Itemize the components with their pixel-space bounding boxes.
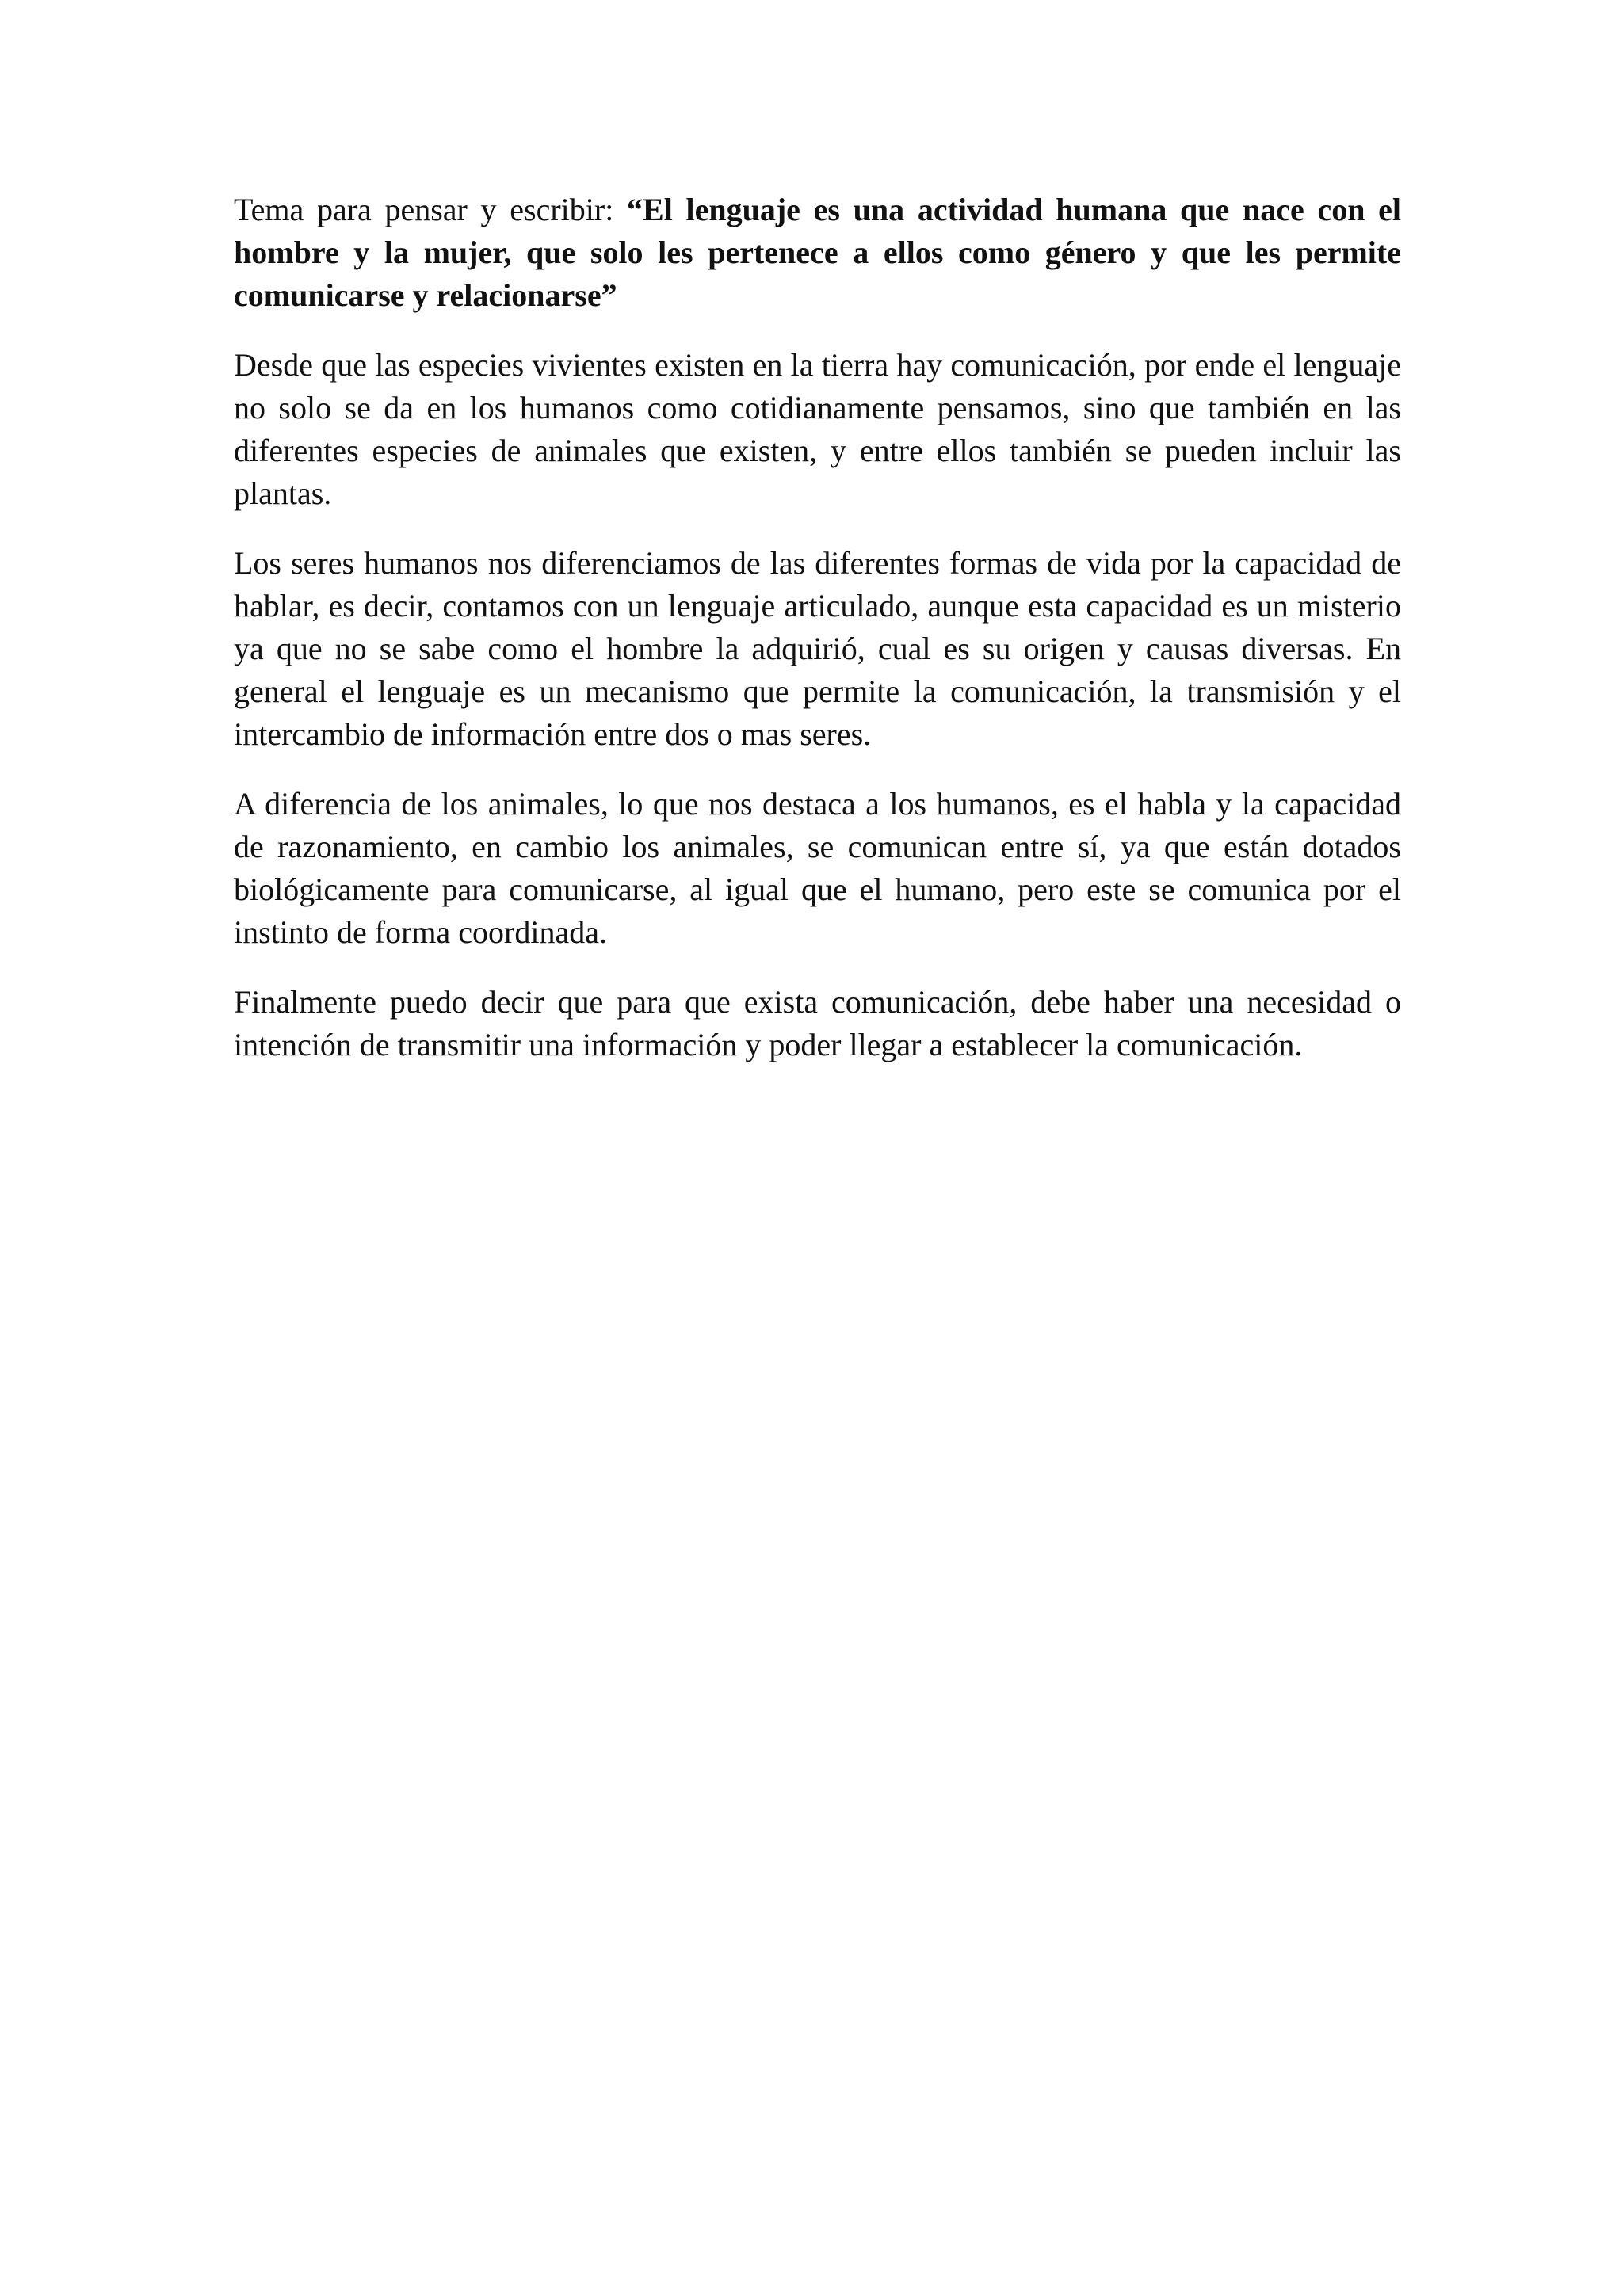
topic-label: Tema para pensar y escribir:	[234, 192, 614, 227]
body-paragraph-1: Desde que las especies vivientes existen en la tierra hay comunicación, por ende el lenguaje no solo se da en los humanos como cotidianamente pensamos, sino que también en las diferentes especies de animales que existen, y entre ellos también se pueden incluir las plantas.	[234, 347, 1401, 511]
body-paragraph-2: Los seres humanos nos diferenciamos de las diferentes formas de vida por la capacidad de hablar, es decir, contamos con un lenguaje articulado, aunque esta capacidad es un misterio ya que no se sabe como el hombre la adquirió, cual es su origen y causas diversas. En general el lenguaje es un mecanismo que permite la comunicación, la transmisión y el intercambio de información entre dos o mas seres.	[234, 545, 1401, 752]
document-body	[234, 189, 1401, 1093]
body-paragraph-3: A diferencia de los animales, lo que nos destaca a los humanos, es el habla y la capacidad de razonamiento, en cambio los animales, se comunican entre sí, ya que están dotados biológicamente para comunicarse, al igual que el humano, pero este se comunica por el instinto de forma coordinada.	[234, 786, 1401, 950]
topic-quote: “El lenguaje es una actividad humana que nace con el hombre y la mujer, que solo les pertenece a ellos como género y que les permite comunicarse y relacionarse”	[234, 192, 1402, 313]
topic-paragraph	[234, 189, 1401, 317]
body-paragraph-4: Finalmente puedo decir que para que exista comunicación, debe haber una necesidad o intención de transmitir una información y poder llegar a establecer la comunicación.	[234, 984, 1401, 1062]
